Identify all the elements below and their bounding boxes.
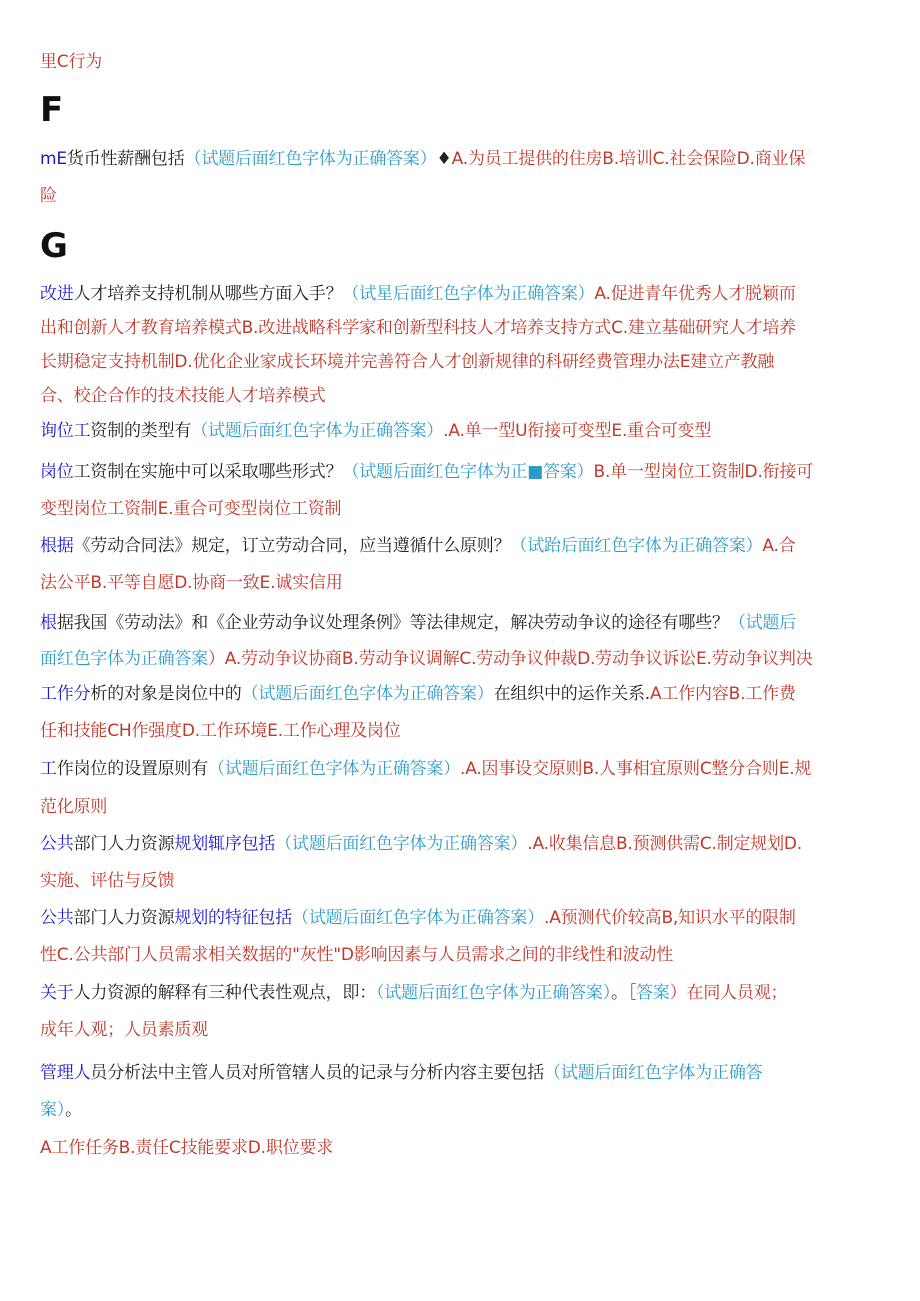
answer-text: ）A.劳动争议协商B.劳动争议调解C.劳动争议仲裁D.劳动争议诉讼E.劳动争议判决 bbox=[208, 649, 813, 669]
text-line bbox=[40, 534, 796, 558]
text-line bbox=[40, 184, 57, 208]
text-line bbox=[40, 316, 796, 340]
question-prefix: 规划的特征包括 bbox=[174, 908, 293, 928]
text-line bbox=[40, 795, 107, 819]
question-text: 工资制在实施中可以采取哪些形式？ bbox=[73, 462, 343, 482]
answer-text: 变型岗位工资制E.重合可变型岗位工资制 bbox=[40, 499, 342, 519]
answer-text: 法公平B.平等自愿D.协商一致E.诚实信用 bbox=[40, 573, 343, 593]
answer-text: B.单一型岗位工资制D.衔接可 bbox=[593, 462, 814, 482]
answer-hint: （试题后面红色字体为正确答案） bbox=[191, 421, 444, 441]
question-prefix: 岗位 bbox=[40, 462, 74, 482]
text-line bbox=[40, 1018, 208, 1042]
answer-text: A.促进青年优秀人才脱颖而 bbox=[594, 284, 796, 304]
question-text: 员分析法中主管人员对所管辖人员的记录与分析内容主要包括 bbox=[90, 1063, 545, 1083]
answer-text: 里C行为 bbox=[40, 52, 103, 72]
question-prefix: 规划辄序包括 bbox=[174, 834, 276, 854]
question-text: 货币性薪酬包括 bbox=[66, 149, 185, 169]
text-line bbox=[40, 832, 802, 856]
text-line bbox=[40, 1136, 333, 1160]
answer-hint: （试星后面红色字体为正确答案） bbox=[342, 284, 595, 304]
answer-text: 合、校企合作的技术技能人才培养模式 bbox=[40, 386, 326, 406]
question-text: 人才培养支持机制从哪些方面入手？ bbox=[73, 284, 343, 304]
text-line bbox=[40, 50, 102, 74]
answer-hint: （试题后面红色字体为正确答案） bbox=[241, 684, 494, 704]
text-line bbox=[40, 460, 813, 484]
question-text: ♦ bbox=[436, 149, 452, 169]
answer-hint: 答案 bbox=[636, 983, 670, 1003]
section-letter-f: F bbox=[40, 90, 64, 130]
answer-hint: （试题后面红色字体为正确答案） bbox=[208, 759, 461, 779]
answer-text: A工作任务B.责任C技能要求D.职位要求 bbox=[40, 1138, 334, 1158]
answer-text: 实施、评估与反馈 bbox=[40, 871, 175, 891]
text-line bbox=[40, 1061, 762, 1085]
text-line bbox=[40, 647, 813, 671]
answer-hint: （试题后面红色字体为正确答案） bbox=[275, 834, 528, 854]
answer-text: 性C.公共部门人员需求相关数据的"灰性"D影响因素与人员需求之间的非线性和波动性 bbox=[40, 945, 674, 965]
question-prefix: mE bbox=[40, 149, 67, 169]
question-prefix: 工 bbox=[40, 759, 57, 779]
answer-hint: （试题后面红色字体为正■答案） bbox=[342, 462, 594, 482]
question-text: 人力资源的解释有三种代表性观点，即： bbox=[73, 983, 377, 1003]
text-line bbox=[40, 497, 341, 521]
answer-text: A.合 bbox=[762, 536, 796, 556]
question-prefix: 根 bbox=[40, 613, 57, 633]
text-line bbox=[40, 757, 811, 781]
text-line bbox=[40, 981, 787, 1005]
question-prefix: 工作分 bbox=[40, 684, 91, 704]
question-prefix: 询位工 bbox=[40, 421, 91, 441]
question-text: 资制的类型有 bbox=[90, 421, 192, 441]
text-line bbox=[40, 147, 805, 171]
answer-hint: 案） bbox=[40, 1100, 66, 1120]
answer-text: 出和创新人才教育培养模式B.改进战略科学家和创新型科技人才培养支持方式C.建立基础研究人才培养 bbox=[40, 318, 796, 338]
text-line bbox=[40, 611, 796, 635]
question-prefix: 关于 bbox=[40, 983, 74, 1003]
question-prefix: 管理人 bbox=[40, 1063, 91, 1083]
question-text: 据我国《劳动法》和《企业劳动争议处理条例》等法律规定，解决劳动争议的途径有哪些？ bbox=[56, 613, 729, 633]
answer-text: ）在同人员观； bbox=[669, 983, 788, 1003]
text-line bbox=[40, 282, 796, 306]
answer-text: 成年人观；人员素质观 bbox=[40, 1020, 208, 1040]
answer-text: .A.因事设交原则B.人事相宜原则C整分合则E.规 bbox=[460, 759, 812, 779]
answer-hint: （试跆后面红色字体为正确答案） bbox=[510, 536, 763, 556]
answer-hint: （试题后面红色字体为正确答案） bbox=[184, 149, 437, 169]
question-text: 作岗位的设置原则有 bbox=[56, 759, 209, 779]
question-text: 《劳动合同法》规定，订立劳动合同，应当遵循什么原则？ bbox=[73, 536, 511, 556]
text-line bbox=[40, 384, 326, 408]
text-line bbox=[40, 682, 796, 706]
text-line bbox=[40, 943, 673, 967]
answer-text: 长期稳定支持机制D.优化企业家成长环境并完善符合人才创新规律的科研经费管理办法E建立产教融 bbox=[40, 352, 775, 372]
question-text: 部门人力资源 bbox=[73, 908, 175, 928]
answer-hint: （试题后面红色字体为正确答案） bbox=[376, 983, 612, 1003]
question-text: 。［ bbox=[611, 983, 637, 1003]
question-text: 。 bbox=[65, 1100, 82, 1120]
answer-hint: （试题后 bbox=[728, 613, 797, 633]
answer-hint: （试题后面红色字体为正确答 bbox=[544, 1063, 763, 1083]
answer-hint: （试题后面红色字体为正确答案） bbox=[292, 908, 545, 928]
answer-text: A工作内容B.工作费 bbox=[650, 684, 796, 704]
text-line bbox=[40, 1098, 82, 1122]
answer-text: 范化原则 bbox=[40, 797, 108, 817]
answer-text: .A.单一型U衔接可变型E.重合可变型 bbox=[443, 421, 712, 441]
text-line bbox=[40, 869, 174, 893]
answer-text: 任和技能CH作强度D.工作环境E.工作心理及岗位 bbox=[40, 721, 401, 741]
question-prefix: 公共 bbox=[40, 908, 74, 928]
question-prefix: 根据 bbox=[40, 536, 74, 556]
question-prefix: 改进 bbox=[40, 284, 74, 304]
text-line bbox=[40, 719, 401, 743]
question-prefix: 公共 bbox=[40, 834, 74, 854]
answer-text: .A预测代价较高B,知识水平的限制 bbox=[544, 908, 796, 928]
text-line bbox=[40, 419, 711, 443]
text-line bbox=[40, 906, 796, 930]
answer-text: 险 bbox=[40, 186, 57, 206]
answer-text: A.为员工提供的住房B.培训C.社会保险D.商业保 bbox=[451, 149, 806, 169]
question-text: 在组织中的运作关系. bbox=[493, 684, 651, 704]
text-line bbox=[40, 571, 343, 595]
question-text: 部门人力资源 bbox=[73, 834, 175, 854]
answer-hint: 面红色字体为正确答案 bbox=[40, 649, 208, 669]
section-letter-g: G bbox=[40, 226, 68, 266]
answer-text: .A.收集信息B.预测供需C.制定规划D. bbox=[527, 834, 803, 854]
question-text: 析的对象是岗位中的 bbox=[90, 684, 242, 704]
text-line bbox=[40, 350, 774, 374]
